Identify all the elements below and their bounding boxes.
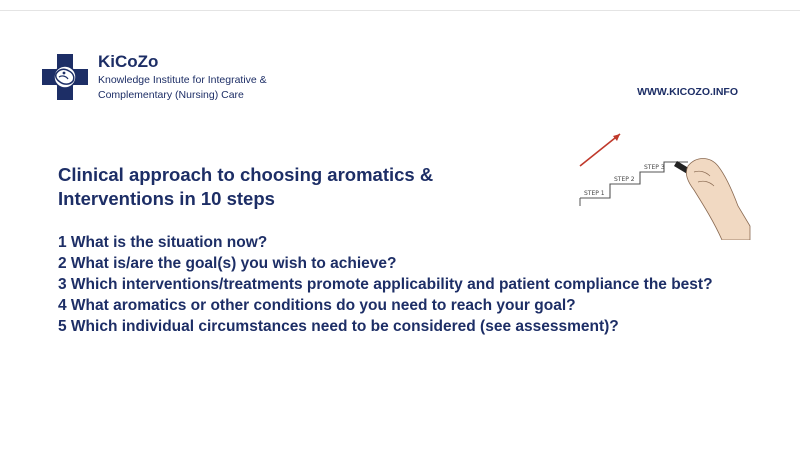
steps-list [58, 232, 718, 337]
slide-title-line1: Clinical approach to choosing aromatics & [58, 164, 434, 185]
arrow-icon [580, 134, 620, 166]
slide-title [58, 163, 508, 211]
slide-title-line2: Interventions in 10 steps [58, 188, 275, 209]
step-label: STEP 2 [614, 176, 635, 183]
brand-name: KiCoZo [98, 52, 159, 71]
kicozo-logo-icon [40, 52, 90, 102]
step-item: 4 What aromatics or other conditions do you need to reach your goal? [58, 297, 576, 314]
brand-block [98, 52, 267, 102]
website-link[interactable]: WWW.KICOZO.INFO [637, 86, 738, 98]
step-item: 1 What is the situation now? [58, 234, 268, 251]
step-item: 5 Which individual circumstances need to be considered (see assessment)? [58, 318, 619, 335]
top-divider [0, 0, 800, 11]
step-item: 3 Which interventions/treatments promote applicability and patient compliance the best? [58, 276, 713, 293]
arrowhead-icon [613, 134, 620, 141]
brand-tagline-line1: Knowledge Institute for Integrative & [98, 74, 267, 86]
hand-icon [674, 159, 750, 241]
step-item: 2 What is/are the goal(s) you wish to achieve? [58, 255, 397, 272]
step-label: STEP 3 [644, 164, 665, 171]
brand-tagline-line2: Complementary (Nursing) Care [98, 89, 244, 101]
step-label: STEP 1 [584, 190, 605, 197]
stairs-illustration [576, 126, 752, 240]
